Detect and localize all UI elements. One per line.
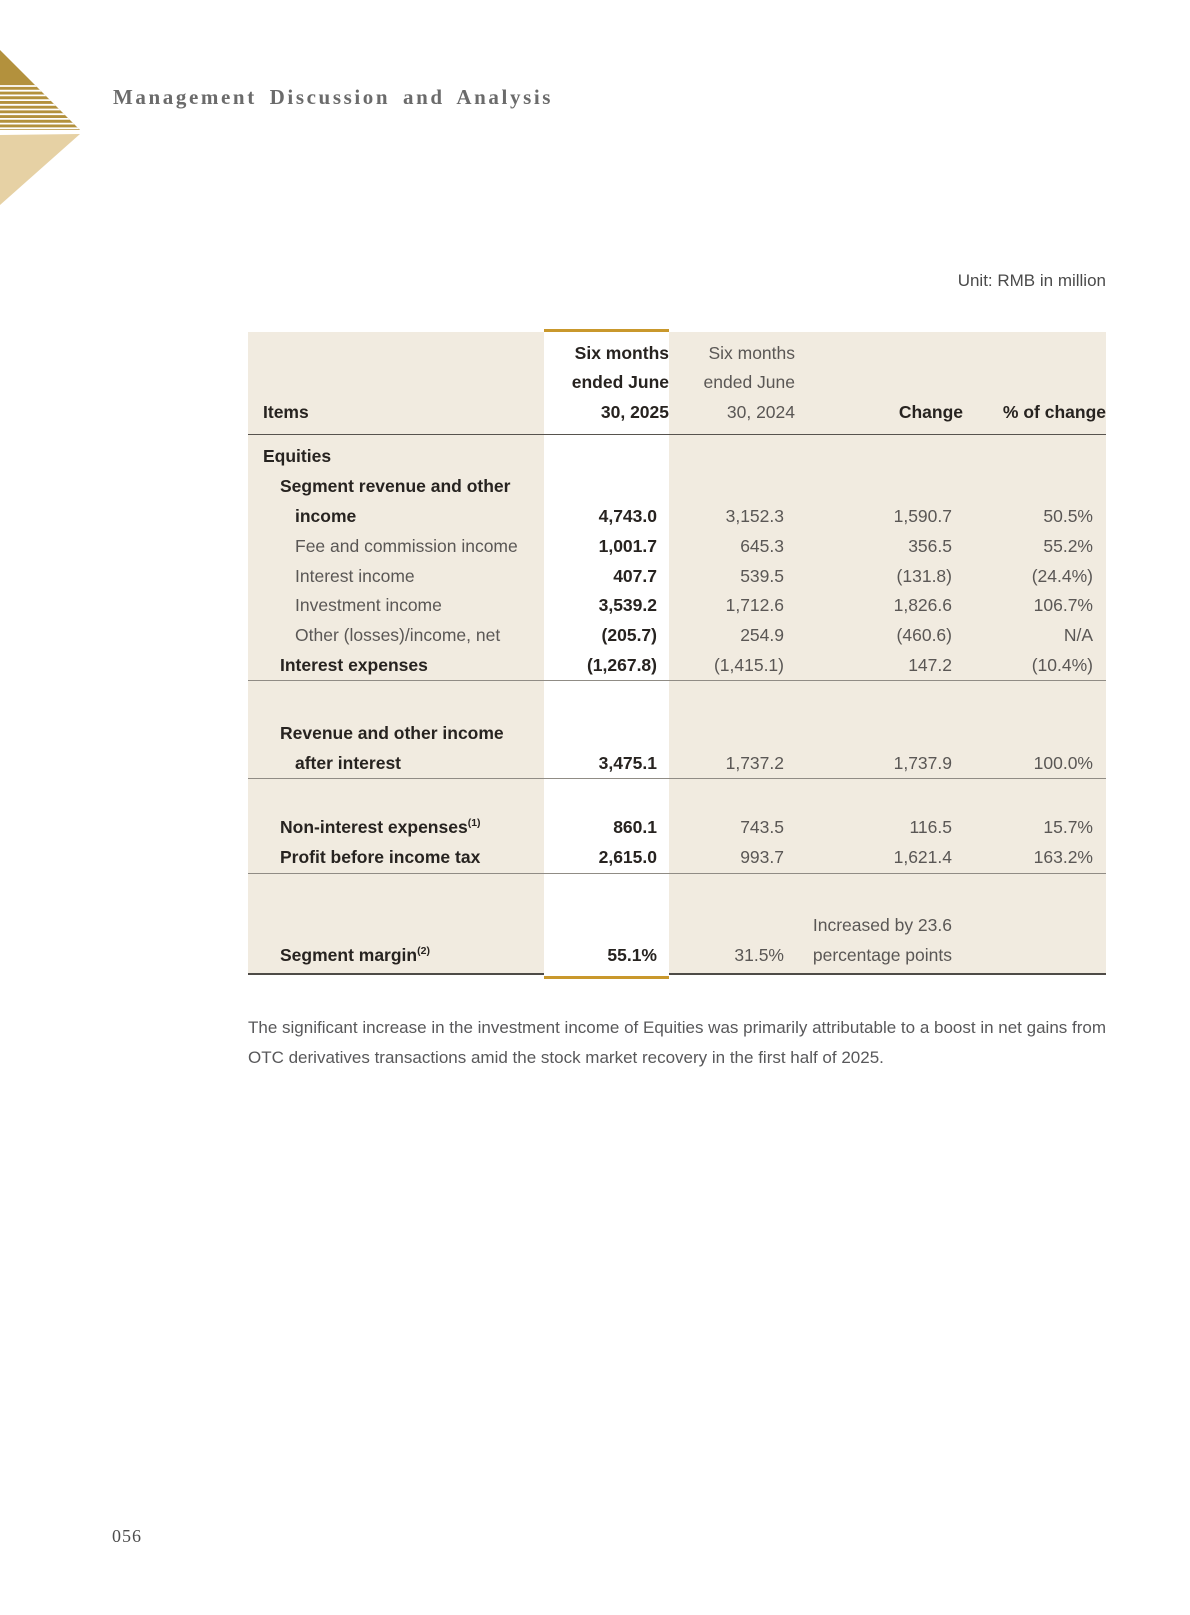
table-bottom-border-left <box>248 973 544 975</box>
table-row-revenue-after-interest-line2 <box>248 748 1106 778</box>
corner-triangle-decoration <box>0 50 80 205</box>
value-2025-cell: 407.7 <box>613 565 657 586</box>
table-header-row <box>248 332 1106 435</box>
pct-change-cell: 106.7% <box>1033 595 1093 616</box>
item-label-cell: Segment margin$^{(2)}$ <box>280 944 430 965</box>
table-row-revenue-after-interest-line1 <box>248 718 1106 748</box>
value-2024-cell: 539.5 <box>740 565 784 586</box>
pct-change-cell: 50.5% <box>1043 505 1093 526</box>
table-row-fee-commission <box>248 531 1106 561</box>
column-header-2024 <box>669 332 795 434</box>
footnote-marker-2: (2) <box>417 944 430 957</box>
value-2024-cell: 3,152.3 <box>725 505 784 526</box>
change-cell: 116.5 <box>909 817 952 838</box>
item-label-cell: Other (losses)/income, net <box>295 625 501 646</box>
item-label-cell: Interest expenses <box>280 654 428 675</box>
change-note-line1-cell: Increased by 23.6 <box>812 914 952 935</box>
item-label-cell: Segment revenue and other <box>280 476 511 497</box>
table-row-segment-revenue-line1 <box>248 472 1106 502</box>
value-2024-cell: 31.5% <box>734 944 784 965</box>
pct-change-cell: 100.0% <box>1033 752 1093 773</box>
value-2025-cell: 2,615.0 <box>598 847 657 868</box>
table-row-interest-expenses <box>248 651 1106 681</box>
column-header-2025-line: 30, 2025 <box>600 401 669 422</box>
footnote-marker-1: (1) <box>467 817 481 830</box>
pct-change-cell: 163.2% <box>1033 847 1093 868</box>
equities-financial-table <box>248 332 1106 975</box>
table-row-non-interest-expenses <box>248 813 1106 843</box>
value-2024-cell: 993.7 <box>740 847 784 868</box>
item-label-cell: Interest income <box>295 565 415 586</box>
item-label-cell: Profit before income tax <box>280 847 481 868</box>
table-section-segment-margin <box>248 874 1106 976</box>
change-cell: 1,737.9 <box>893 752 952 773</box>
value-2024-cell: 1,712.6 <box>725 595 784 616</box>
pct-change-cell: (10.4%) <box>1031 654 1093 675</box>
pct-change-cell: (24.4%) <box>1031 565 1093 586</box>
change-cell: (460.6) <box>896 625 952 646</box>
value-2024-cell: 1,737.2 <box>725 752 784 773</box>
commentary-paragraph: The significant increase in the investment income of Equities was primarily attributable to a boost in net gains from OTC derivatives transactions amid the stock market recovery in the first half of 2025. <box>248 1018 1106 1067</box>
value-2024-cell: 645.3 <box>740 535 784 556</box>
change-cell: 1,621.4 <box>893 847 952 868</box>
column-header-2024-line: ended June <box>703 372 795 392</box>
value-2025-cell: 55.1% <box>607 944 657 965</box>
item-label-cell: Investment income <box>295 595 442 616</box>
page-title: Management Discussion and Analysis <box>113 85 554 109</box>
table-bottom-border-right <box>669 973 1106 975</box>
value-2025-cell: 3,539.2 <box>598 595 657 616</box>
item-label-cell: Revenue and other income <box>280 722 504 743</box>
table-section-revenue <box>248 435 1106 681</box>
change-cell: (131.8) <box>896 565 952 586</box>
value-2025-cell: 860.1 <box>613 817 657 838</box>
table-row-profit-before-tax <box>248 843 1106 873</box>
value-2025-cell: (1,267.8) <box>586 654 657 675</box>
value-2025-cell: 1,001.7 <box>598 535 657 556</box>
table-row-margin-note <box>248 911 1106 941</box>
table-row-segment-margin <box>248 940 1106 970</box>
value-2024-cell: 743.5 <box>740 817 784 838</box>
item-label-cell: after interest <box>295 752 402 773</box>
pct-change-cell: 55.2% <box>1043 535 1093 556</box>
column-header-2024-line: 30, 2024 <box>726 401 795 422</box>
table-row-interest-income <box>248 561 1106 591</box>
column-header-change: Change <box>898 401 963 422</box>
column-header-items: Items <box>263 401 309 422</box>
column-header-2025-line: Six months <box>574 342 669 363</box>
table-row-segment-revenue-line2 <box>248 502 1106 532</box>
table-section-expenses-profit <box>248 779 1106 874</box>
table-section-revenue-after-interest <box>248 681 1106 779</box>
item-label-cell: Fee and commission income <box>295 535 518 556</box>
unit-note: Unit: RMB in million <box>957 271 1106 290</box>
item-label-cell: Equities <box>263 446 332 467</box>
page-number: 056 <box>112 1526 142 1546</box>
change-cell: 1,590.7 <box>893 505 952 526</box>
column-header-2025 <box>544 332 669 434</box>
pct-change-cell: 15.7% <box>1043 817 1093 838</box>
table-row-investment-income <box>248 591 1106 621</box>
item-label-cell: income <box>295 505 357 526</box>
change-cell: 147.2 <box>908 654 952 675</box>
item-label-cell: Non-interest expenses$^{(1)}$ <box>280 817 481 838</box>
change-note-line2-cell: percentage points <box>812 944 952 965</box>
value-2025-cell: 3,475.1 <box>598 752 657 773</box>
column-header-pct-change: % of change <box>1002 401 1106 422</box>
table-row-equities <box>248 442 1106 472</box>
table-row-other-losses-income <box>248 621 1106 651</box>
change-cell: 356.5 <box>908 535 952 556</box>
value-2025-cell: 4,743.0 <box>598 505 657 526</box>
column-header-2025-line: ended June <box>571 372 669 392</box>
change-cell: 1,826.6 <box>893 595 952 616</box>
pct-change-cell: N/A <box>1063 625 1093 646</box>
value-2024-cell: (1,415.1) <box>713 654 784 675</box>
value-2025-cell: (205.7) <box>601 625 657 646</box>
value-2024-cell: 254.9 <box>740 625 784 646</box>
column-header-2024-line: Six months <box>708 342 795 363</box>
